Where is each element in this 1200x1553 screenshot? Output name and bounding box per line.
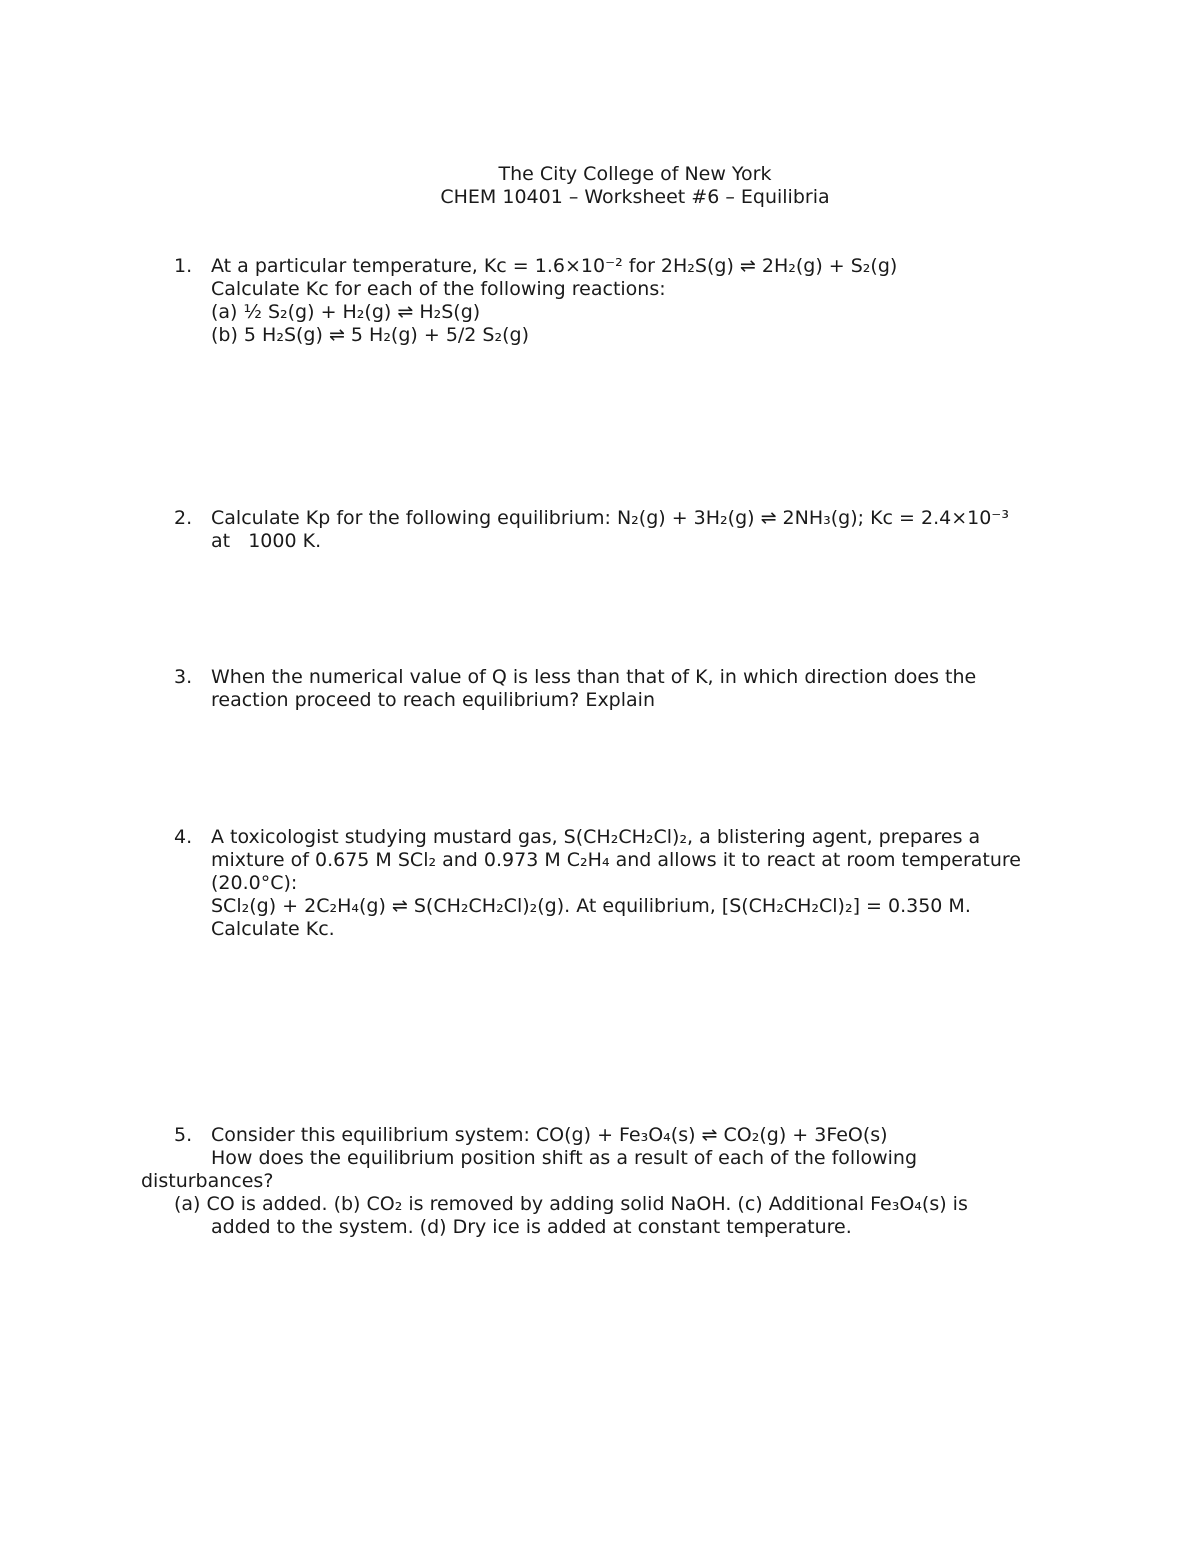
question-number: 3.: [174, 666, 193, 688]
question-text-line: (a) ½ S₂(g) + H₂(g) ⇌ H₂S(g): [211, 301, 481, 323]
worksheet-header: [0, 163, 1200, 209]
question-text-line: SCl₂(g) + 2C₂H₄(g) ⇌ S(CH₂CH₂Cl)₂(g). At equilibrium, [S(CH₂CH₂Cl)₂] = 0.350 M.: [211, 895, 971, 917]
question-text-line: When the numerical value of Q is less than that of K, in which direction does the: [211, 666, 977, 688]
question-text-line: Calculate Kc.: [211, 918, 335, 940]
question-text-line: Consider this equilibrium system: CO(g) + Fe₃O₄(s) ⇌ CO₂(g) + 3FeO(s): [211, 1124, 888, 1146]
institution-name: The City College of New York: [498, 163, 772, 185]
question-text-line: Calculate Kc for each of the following reactions:: [211, 278, 666, 300]
question-text-line: at 1000 K.: [211, 530, 322, 552]
question-text-line: mixture of 0.675 M SCl₂ and 0.973 M C₂H₄ and allows it to react at room temperature: [211, 849, 1021, 871]
question-number: 4.: [174, 826, 193, 848]
question-number: 1.: [174, 255, 193, 277]
question-text-line: (20.0°C):: [211, 872, 298, 894]
question-number: 2.: [174, 507, 193, 529]
question-text-line: How does the equilibrium position shift as a result of each of the following: [211, 1147, 918, 1169]
question-text-line: reaction proceed to reach equilibrium? Explain: [211, 689, 655, 711]
question-text-line: (a) CO is added. (b) CO₂ is removed by adding solid NaOH. (c) Additional Fe₃O₄(s) is: [174, 1193, 968, 1215]
question-text-line: (b) 5 H₂S(g) ⇌ 5 H₂(g) + 5/2 S₂(g): [211, 324, 529, 346]
question-text-line: A toxicologist studying mustard gas, S(CH₂CH₂Cl)₂, a blistering agent, prepares a: [211, 826, 981, 848]
worksheet-title: CHEM 10401 – Worksheet #6 – Equilibria: [440, 186, 830, 208]
question-number: 5.: [174, 1124, 193, 1146]
question-text-line: disturbances?: [141, 1170, 274, 1192]
question-text-line: Calculate Kp for the following equilibrium: N₂(g) + 3H₂(g) ⇌ 2NH₃(g); Kc = 2.4×10⁻³: [211, 507, 1009, 529]
question-text-line: At a particular temperature, Kc = 1.6×10⁻² for 2H₂S(g) ⇌ 2H₂(g) + S₂(g): [211, 255, 898, 277]
question-text-line: added to the system. (d) Dry ice is added at constant temperature.: [211, 1216, 852, 1238]
